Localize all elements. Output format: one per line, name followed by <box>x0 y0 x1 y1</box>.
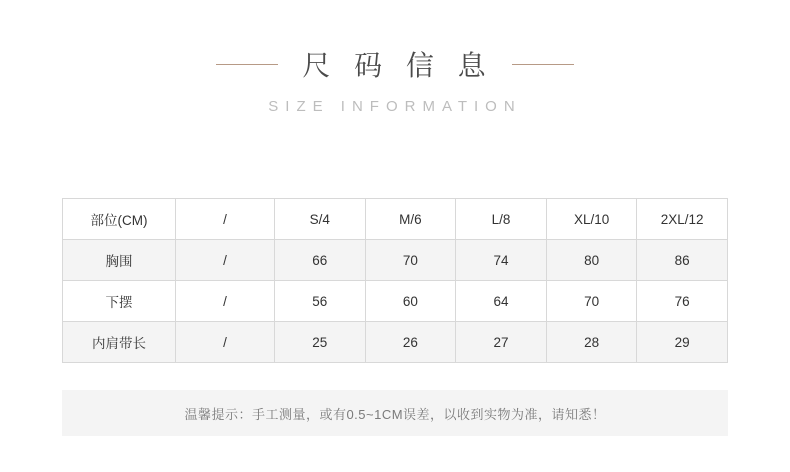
cell-strap-2: 26 <box>365 322 456 363</box>
cell-strap-0: / <box>176 322 275 363</box>
table-header-row <box>63 199 728 240</box>
page-subtitle: SIZE INFORMATION <box>268 98 522 115</box>
cell-strap-4: 28 <box>546 322 637 363</box>
cell-strap-3: 27 <box>456 322 547 363</box>
table-header-cell-m: M/6 <box>365 199 456 240</box>
row-label-hem: 下摆 <box>63 281 176 322</box>
table-header-cell-s: S/4 <box>275 199 366 240</box>
page-header <box>0 44 790 115</box>
cell-strap-1: 25 <box>275 322 366 363</box>
table-header-cell-blank: / <box>176 199 275 240</box>
cell-hem-1: 56 <box>275 281 366 322</box>
row-label-strap: 内肩带长 <box>63 322 176 363</box>
cell-strap-5: 29 <box>637 322 728 363</box>
cell-bust-4: 80 <box>546 240 637 281</box>
footer-note-bar <box>62 390 728 436</box>
cell-hem-0: / <box>176 281 275 322</box>
size-table-container <box>62 198 728 363</box>
cell-bust-0: / <box>176 240 275 281</box>
cell-bust-3: 74 <box>456 240 547 281</box>
cell-hem-5: 76 <box>637 281 728 322</box>
cell-hem-3: 64 <box>456 281 547 322</box>
row-label-bust: 胸围 <box>63 240 176 281</box>
table-row <box>63 281 728 322</box>
footer-note-text: 温馨提示：手工测量，或有0.5~1CM误差，以收到实物为准，请知悉！ <box>184 406 606 422</box>
table-header-cell-xl: XL/10 <box>546 199 637 240</box>
cell-hem-2: 60 <box>365 281 456 322</box>
cell-hem-4: 70 <box>546 281 637 322</box>
page-title: 尺 码 信 息 <box>302 50 494 81</box>
table-header-cell-part: 部位(CM) <box>63 199 176 240</box>
cell-bust-2: 70 <box>365 240 456 281</box>
cell-bust-1: 66 <box>275 240 366 281</box>
table-header-cell-l: L/8 <box>456 199 547 240</box>
table-row <box>63 322 728 363</box>
table-header-cell-2xl: 2XL/12 <box>637 199 728 240</box>
title-rule-right <box>512 64 574 65</box>
title-rule-left <box>216 64 278 65</box>
cell-bust-5: 86 <box>637 240 728 281</box>
title-row <box>0 44 790 84</box>
size-table <box>62 198 728 363</box>
table-row <box>63 240 728 281</box>
